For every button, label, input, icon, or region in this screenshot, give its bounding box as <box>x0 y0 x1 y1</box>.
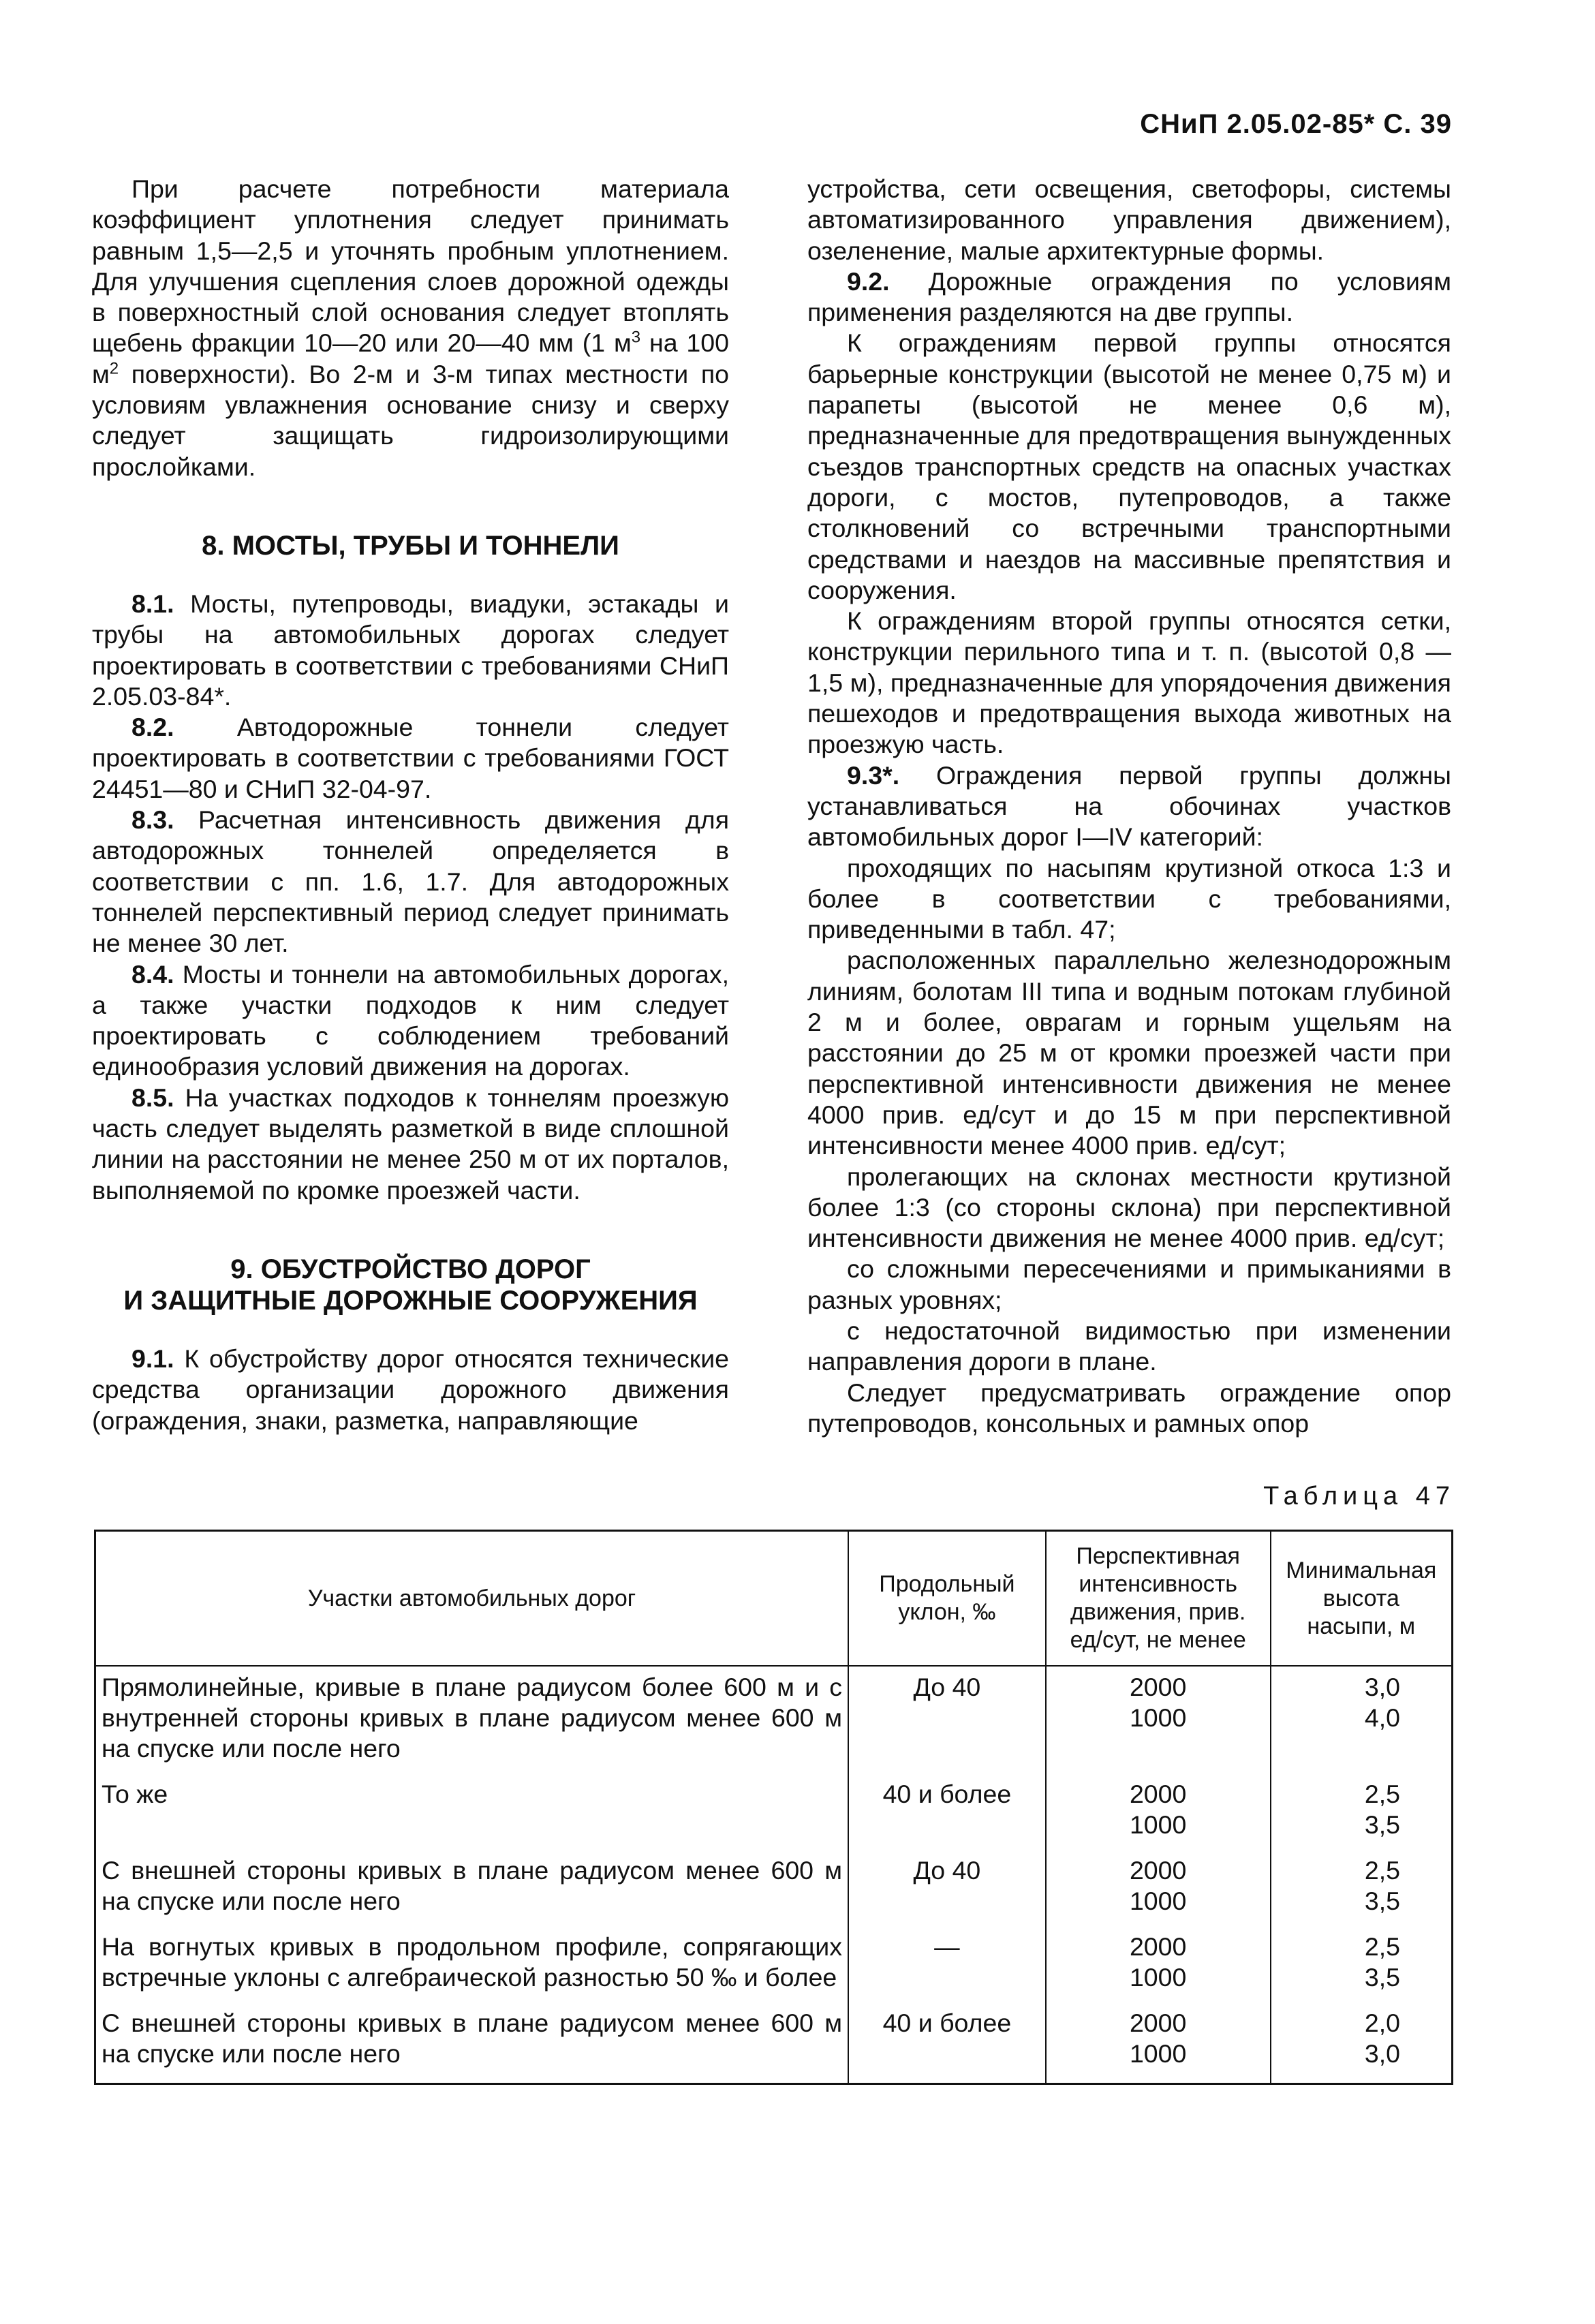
table-row <box>95 1666 1453 1778</box>
paragraph-8-5 <box>92 1083 729 1206</box>
paragraph-8-1 <box>92 589 729 712</box>
clause-number: 8.1. <box>131 589 174 618</box>
clause-number: 9.1. <box>131 1344 174 1373</box>
cell-section: С внешней стороны кривых в плане радиусом менее 600 м на спуске или после него <box>95 2007 849 2084</box>
intro-text-1: При расчете потребности материала коэффициент уплотнения следует принимать равным 1,5—2,5 и уточнять пробным уплотнением. Для улучшения сцепления слоев дорожной одежды в поверхностный слой основания следует втоплять щебень фракции 10—20 или 20—40 мм (1 м <box>92 174 729 358</box>
clause-text: Автодорожные тоннели следует проектировать в соответствии с требованиями ГОСТ 24451—80 и СНиП 32-04-97. <box>92 713 729 803</box>
cell-height <box>1271 1930 1453 2007</box>
cell-height <box>1271 1778 1453 1854</box>
cell-slope: — <box>848 1930 1046 2007</box>
clause-text: Дорожные ограждения по условиям применения разделяются на две группы. <box>807 266 1451 327</box>
cell-height <box>1271 2007 1453 2084</box>
clause-number: 9.2. <box>847 266 890 296</box>
list-item-3: пролегающих на склонах местности крутизной более 1:3 (со стороны склона) при перспективной интенсивности движения не менее 4000 прив. ед/сут; <box>807 1162 1451 1253</box>
height-value: 3,5 <box>1364 1963 1400 1992</box>
section-9-heading <box>92 1254 729 1316</box>
intensity-value: 2000 <box>1129 2009 1187 2037</box>
paragraph-8-4 <box>92 959 729 1083</box>
clause-text: На участках подходов к тоннелям проезжую часть следует выделять разметкой в виде сплошной линии на расстоянии не менее 250 м от их порталов, выполняемой по кромке проезжей части. <box>92 1083 729 1205</box>
intro-text-2: на 100 м <box>92 328 729 388</box>
cell-section: На вогнутых кривых в продольном профиле, сопрягающих встречные уклоны с алгебраической разностью 50 ‰ и более <box>95 1930 849 2007</box>
page-header: СНиП 2.05.02-85* С. 39 <box>1140 109 1452 139</box>
height-value: 2,5 <box>1364 1856 1400 1885</box>
table-47 <box>94 1530 1453 2085</box>
intensity-value: 1000 <box>1129 2039 1187 2068</box>
intensity-value: 2000 <box>1129 1856 1187 1885</box>
cell-slope: 40 и более <box>848 1778 1046 1854</box>
paragraph-8-3 <box>92 805 729 959</box>
paragraph-group-1: К ограждениям первой группы относятся барьерные конструкции (высотой не менее 0,75 м) и парапеты (высотой не менее 0,6 м), предназначенные для предотвращения вынужденных съездов транспортных средств на опасных участках дороги, с мостов, путепроводов, а также столкновений со встречными транспортными средствами и наездов на массивные препятствия и сооружения. <box>807 328 1451 604</box>
paragraph-8-2 <box>92 712 729 805</box>
cell-slope: До 40 <box>848 1666 1046 1778</box>
height-value: 2,5 <box>1364 1780 1400 1808</box>
intensity-value: 1000 <box>1129 1703 1187 1732</box>
superscript-3: 3 <box>631 328 641 347</box>
table-header-row <box>95 1531 1453 1667</box>
paragraph-9-2 <box>807 266 1451 328</box>
table-row <box>95 1854 1453 1930</box>
intensity-value: 2000 <box>1129 1932 1187 1961</box>
clause-number: 9.3*. <box>847 760 900 790</box>
right-column <box>807 174 1451 1439</box>
cell-slope: До 40 <box>848 1854 1046 1930</box>
list-item-2: расположенных параллельно железнодорожным линиям, болотам III типа и водным потокам глубиной 2 м и более, оврагам и горным ущельям на расстоянии до 25 м от кромки проезжей части при перспективной интенсивности движения не менее 4000 прив. ед/сут и до 15 м при перспективной интенсивности менее 4000 прив. ед/сут; <box>807 946 1451 1160</box>
cell-intensity <box>1046 1666 1271 1778</box>
cell-slope: 40 и более <box>848 2007 1046 2084</box>
clause-text: К обустройству дорог относятся технические средства организации дорожного движения (ограждения, знаки, разметка, направляющие <box>92 1344 729 1435</box>
list-item-4: со сложными пересечениями и примыканиями в разных уровнях; <box>807 1254 1451 1314</box>
height-value: 3,0 <box>1364 1673 1400 1701</box>
column-header-intensity: Перспективная интенсивность движения, прив. ед/сут, не менее <box>1046 1531 1271 1667</box>
height-value: 2,5 <box>1364 1932 1400 1961</box>
section-8-heading: 8. МОСТЫ, ТРУБЫ И ТОННЕЛИ <box>202 530 619 561</box>
paragraph-9-3 <box>807 760 1451 853</box>
cell-intensity <box>1046 1854 1271 1930</box>
cell-intensity <box>1046 1778 1271 1854</box>
table-row <box>95 1778 1453 1854</box>
list-item-1: проходящих по насыпям крутизной откоса 1:3 и более в соответствии с требованиями, приведенными в табл. 47; <box>807 853 1451 944</box>
height-value: 4,0 <box>1364 1703 1400 1732</box>
intro-text-3: поверхности). Во 2-м и 3-м типах местности по условиям увлажнения основание снизу и сверху следует защищать гидроизолирующими прослойками. <box>92 359 729 481</box>
clause-text: Мосты, путепроводы, виадуки, эстакады и трубы на автомобильных дорогах следует проектировать в соответствии с требованиями СНиП 2.05.03-84*. <box>92 589 729 711</box>
cell-section: Прямолинейные, кривые в плане радиусом более 600 м и с внутренней стороны кривых в плане радиусом менее 600 м на спуске или после него <box>95 1666 849 1778</box>
intensity-value: 1000 <box>1129 1887 1187 1915</box>
superscript-2: 2 <box>109 359 119 378</box>
clause-number: 8.5. <box>131 1083 174 1112</box>
height-value: 2,0 <box>1364 2009 1400 2037</box>
cell-section: С внешней стороны кривых в плане радиусом менее 600 м на спуске или после него <box>95 1854 849 1930</box>
left-column <box>92 174 729 1436</box>
cell-intensity <box>1046 1930 1271 2007</box>
clause-number: 8.2. <box>131 713 174 742</box>
section-9-heading-line2: И ЗАЩИТНЫЕ ДОРОЖНЫЕ СООРУЖЕНИЯ <box>123 1285 698 1316</box>
intensity-value: 1000 <box>1129 1963 1187 1992</box>
height-value: 3,5 <box>1364 1810 1400 1839</box>
intensity-value: 1000 <box>1129 1810 1187 1839</box>
column-header-height: Минимальная высота насыпи, м <box>1271 1531 1453 1667</box>
cell-intensity <box>1046 2007 1271 2084</box>
column-header-section: Участки автомобильных дорог <box>95 1531 849 1667</box>
cell-height <box>1271 1854 1453 1930</box>
clause-text: Мосты и тоннели на автомобильных дорогах, а также участки подходов к ним следует проектировать с соблюдением требований единообразия условий движения на дорогах. <box>92 959 729 1081</box>
paragraph-group-2: К ограждениям второй группы относятся сетки, конструкции перильного типа и т. п. (высотой 0,8 — 1,5 м), предназначенные для упорядочения движения пешеходов и предотвращения выхода животных на проезжую часть. <box>807 606 1451 759</box>
table-row <box>95 2007 1453 2084</box>
clause-number: 8.4. <box>131 959 174 989</box>
cell-height <box>1271 1666 1453 1778</box>
paragraph-last: Следует предусматривать ограждение опор путепроводов, консольных и рамных опор <box>807 1378 1451 1438</box>
intensity-value: 2000 <box>1129 1673 1187 1701</box>
height-value: 3,5 <box>1364 1887 1400 1915</box>
paragraph-9-1-continued: устройства, сети освещения, светофоры, системы автоматизированного управления движением), озеленение, малые архитектурные формы. <box>807 174 1451 265</box>
section-9-heading-line1: 9. ОБУСТРОЙСТВО ДОРОГ <box>230 1254 591 1284</box>
table-row <box>95 1930 1453 2007</box>
paragraph-9-1 <box>92 1344 729 1436</box>
intro-paragraph <box>92 174 729 482</box>
column-header-slope: Продольный уклон, ‰ <box>848 1531 1046 1667</box>
cell-section: То же <box>95 1778 849 1854</box>
clause-text: Ограждения первой группы должны устанавливаться на обочинах участков автомобильных дорог I—IV категорий: <box>807 760 1451 852</box>
clause-text: Расчетная интенсивность движения для автодорожных тоннелей определяется в соответствии с пп. 1.6, 1.7. Для автодорожных тоннелей перспективный период следует принимать не менее 30 лет. <box>92 805 729 958</box>
height-value: 3,0 <box>1364 2039 1400 2068</box>
intensity-value: 2000 <box>1129 1780 1187 1808</box>
table-caption: Таблица 47 <box>1263 1482 1455 1510</box>
clause-number: 8.3. <box>131 805 174 835</box>
list-item-5: с недостаточной видимостью при изменении направления дороги в плане. <box>807 1316 1451 1376</box>
